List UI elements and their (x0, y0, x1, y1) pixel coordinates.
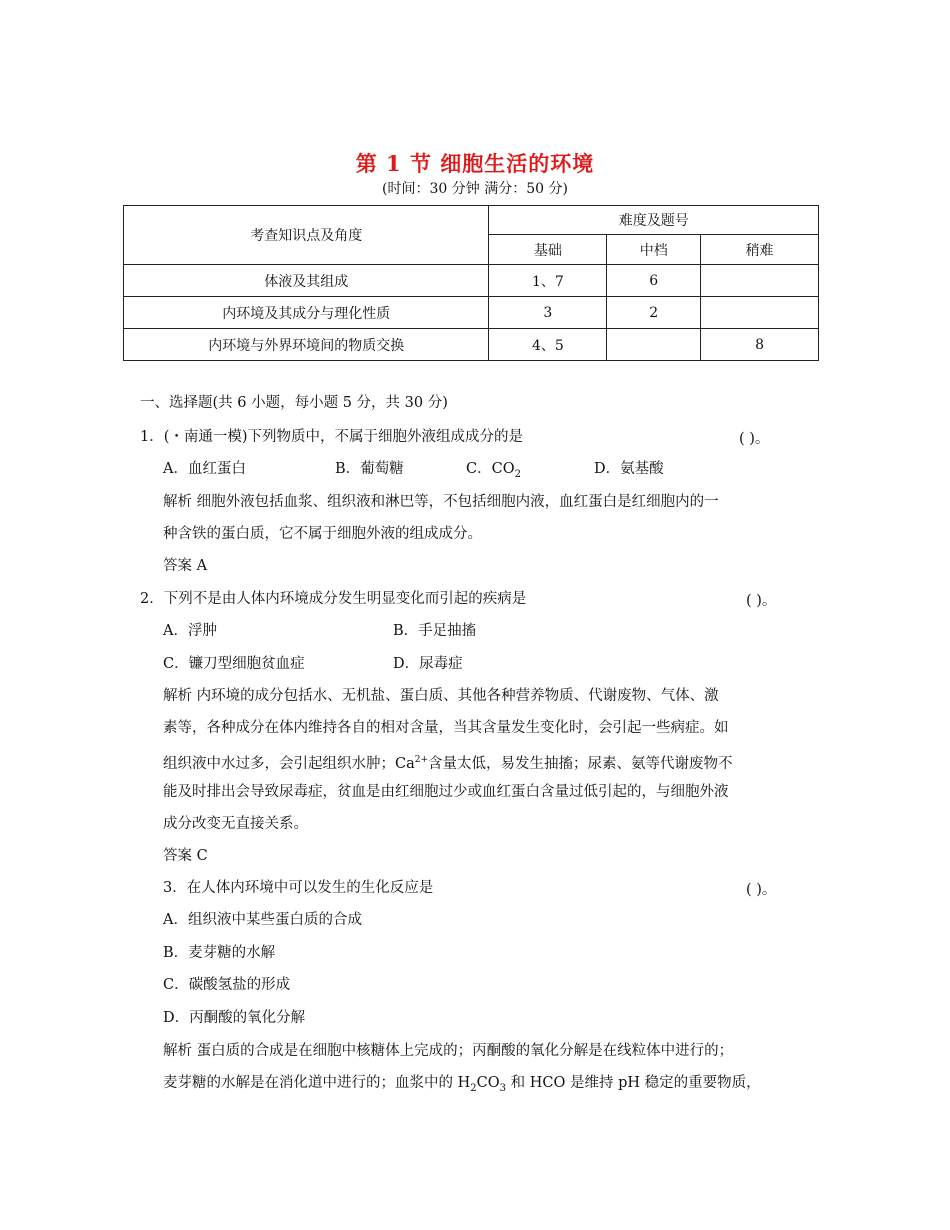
q1-option-c: C．$CO_2$ (466, 461, 521, 480)
row-hard: 8 (701, 329, 819, 361)
q1-option-b: B．葡萄糖 (335, 461, 404, 477)
row-basic: 3 (489, 297, 607, 329)
q2-option-a: A．浮肿 (163, 623, 217, 639)
page-title: 第 1 节 细胞生活的环境 (355, 151, 595, 176)
row-mid: 2 (607, 297, 701, 329)
row-topic: 内环境与外界环境间的物质交换 (124, 329, 489, 361)
q1-analysis-line: 种含铁的蛋白质，它不属于细胞外液的组成成分。 (163, 526, 482, 542)
table-row (124, 265, 819, 297)
row-topic: 体液及其组成 (124, 265, 489, 297)
q2-option-d: D．尿毒症 (393, 656, 463, 672)
page-subtitle: (时间：30 分钟 满分：50 分) (382, 181, 568, 197)
question-2-stem: 2．下列不是由人体内环境成分发生明显变化而引起的疾病是 (140, 591, 527, 607)
q3-analysis-line: 解析 蛋白质的合成是在细胞中核糖体上完成的；丙酮酸的氧化分解是在线粒体中进行的； (163, 1043, 734, 1059)
question-2-paren: ( )。 (746, 593, 777, 609)
row-hard (701, 297, 819, 329)
header-mid: 中档 (607, 235, 701, 265)
q2-answer: 答案 C (163, 848, 208, 864)
q2-analysis-line: 能及时排出会导致尿毒症，贫血是由红细胞过少或血红蛋白含量过低引起的，与细胞外液 (163, 784, 729, 800)
q2-option-b: B．手足抽搐 (393, 623, 477, 639)
question-3-stem: 3．在人体内环境中可以发生的生化反应是 (163, 880, 434, 896)
header-difficulty: 难度及题号 (489, 206, 819, 235)
q2-option-c: C．镰刀型细胞贫血症 (163, 656, 305, 672)
row-hard (701, 265, 819, 297)
q1-option-a: A．血红蛋白 (163, 461, 246, 477)
table-row (124, 329, 819, 361)
row-topic: 内环境及其成分与理化性质 (124, 297, 489, 329)
q1-analysis-line: 解析 细胞外液包括血浆、组织液和淋巴等，不包括细胞内液，血红蛋白是红细胞内的一 (163, 494, 719, 510)
q1-answer: 答案 A (163, 558, 208, 574)
q3-option-a: A．组织液中某些蛋白质的合成 (163, 912, 362, 928)
q1-option-d: D．氨基酸 (594, 461, 664, 477)
section-heading: 一、选择题(共 6 小题，每小题 5 分，共 30 分) (140, 395, 448, 411)
question-1-stem: 1．(・南通一模)下列物质中，不属于细胞外液组成成分的是 (140, 429, 524, 445)
row-basic: 4、5 (489, 329, 607, 361)
q2-analysis-line: 组织液中水过多，会引起组织水肿；$Ca^{2+}$含量太低，易发生抽搐；尿素、氨等代谢废物不 (163, 755, 733, 772)
header-hard: 稍难 (701, 235, 819, 265)
question-1-paren: ( )。 (739, 431, 770, 447)
row-basic: 1、7 (489, 265, 607, 297)
row-mid: 6 (607, 265, 701, 297)
q3-option-c: C．碳酸氢盐的形成 (163, 977, 291, 993)
table-row (124, 297, 819, 329)
question-3-paren: ( )。 (746, 882, 777, 898)
q3-analysis-line: 麦芽糖的水解是在消化道中进行的；血浆中的 $H_2CO_3$ 和 HCO 是维持 pH 稳定的重要物质， (163, 1075, 761, 1094)
header-basic: 基础 (489, 235, 607, 265)
q3-option-b: B．麦芽糖的水解 (163, 945, 276, 961)
header-topic: 考查知识点及角度 (124, 206, 489, 265)
row-mid (607, 329, 701, 361)
q3-option-d: D．丙酮酸的氧化分解 (163, 1010, 306, 1026)
q2-analysis-line: 解析 内环境的成分包括水、无机盐、蛋白质、其他各种营养物质、代谢废物、气体、激 (163, 688, 719, 704)
q2-analysis-line: 素等，各种成分在体内维持各自的相对含量，当其含量发生变化时，会引起一些病症。如 (163, 720, 729, 736)
q2-analysis-line: 成分改变无直接关系。 (163, 816, 308, 832)
knowledge-table (123, 205, 819, 361)
